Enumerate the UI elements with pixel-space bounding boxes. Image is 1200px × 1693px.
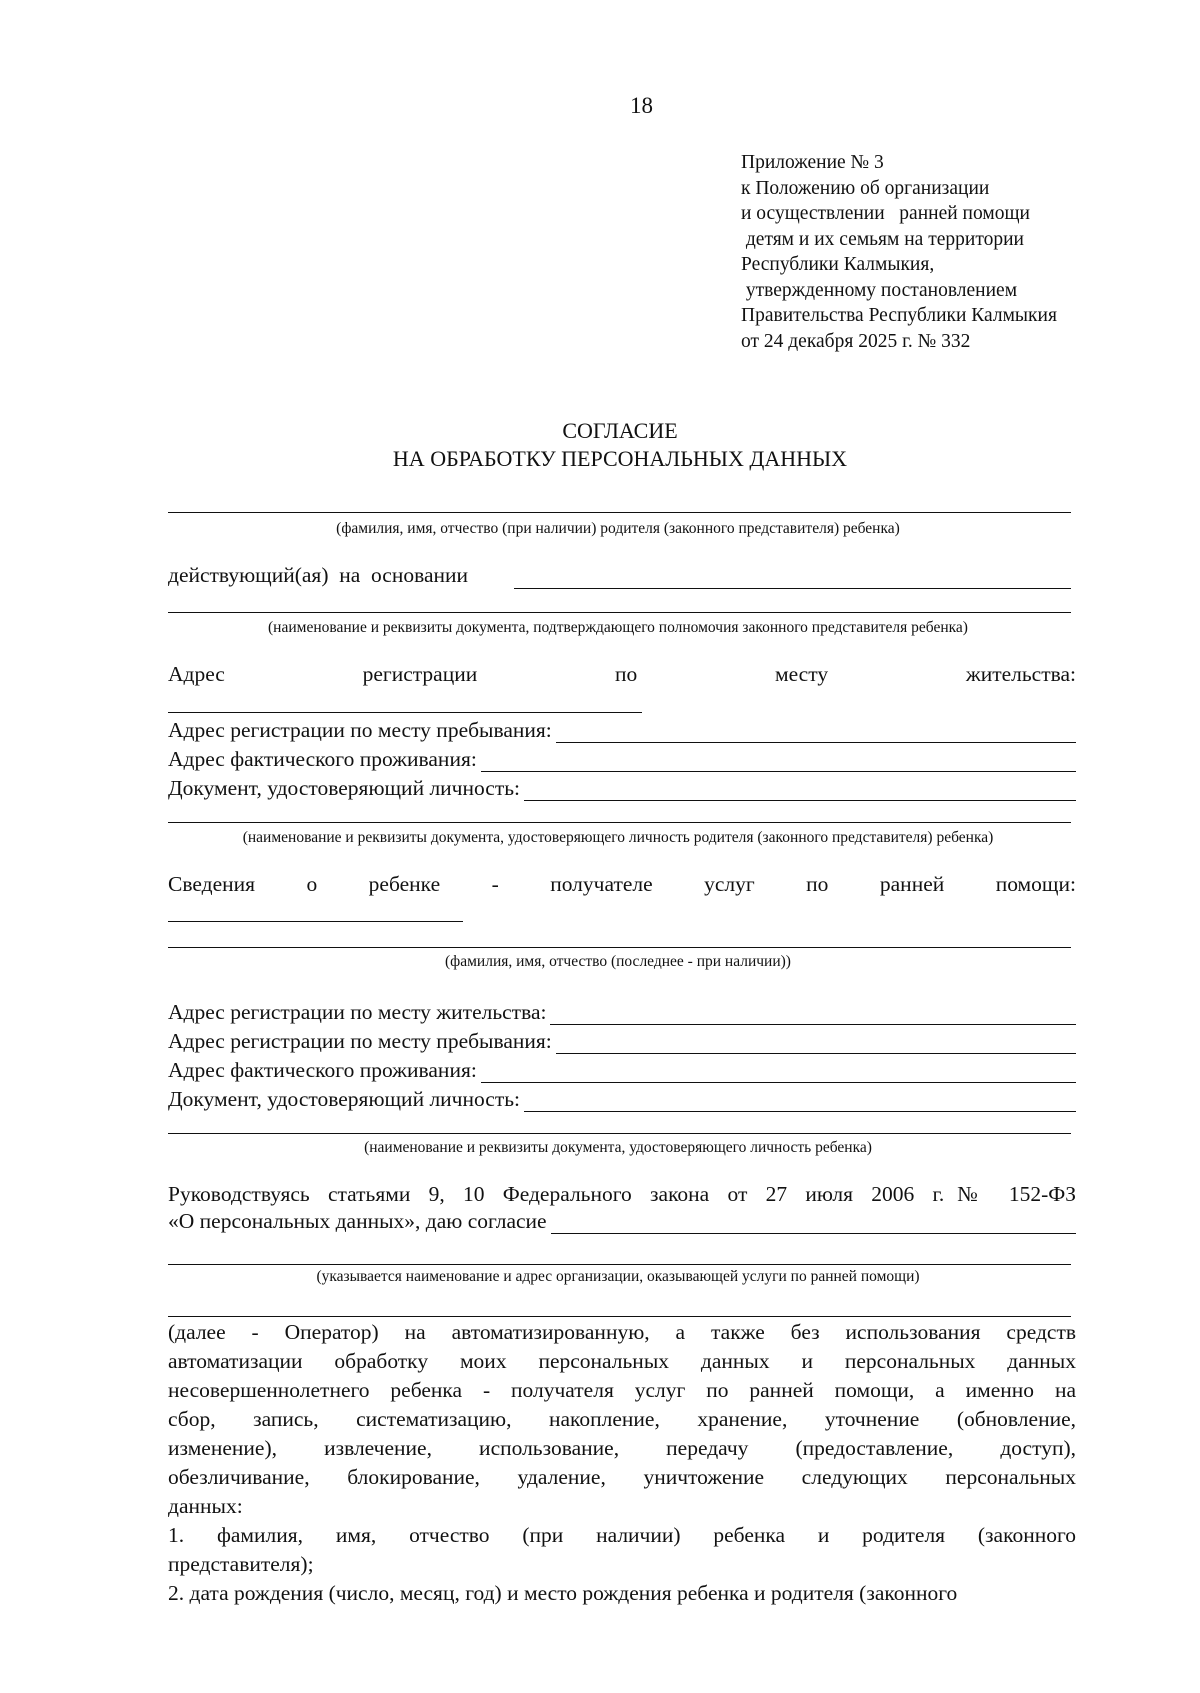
child-actual-label: Адрес фактического проживания:	[168, 1058, 477, 1082]
page-number: 18	[630, 93, 653, 118]
child-info-label: Сведения о ребенке - получателе услуг по ранней помощи:	[168, 872, 1076, 896]
child-info-field[interactable]	[168, 921, 463, 922]
list-item-1: 1. фамилия, имя, отчество (при наличии) ребенка и родителя (законного	[168, 1523, 1076, 1547]
parent-id-details-field[interactable]	[168, 822, 1071, 823]
parent-name-field[interactable]	[168, 512, 1071, 513]
parent-residence-field[interactable]	[168, 712, 642, 713]
list-item-2: 2. дата рождения (число, месяц, год) и место рождения ребенка и родителя (законного	[168, 1581, 958, 1605]
document-subtitle: НА ОБРАБОТКУ ПЕРСОНАЛЬНЫХ ДАННЫХ	[392, 446, 848, 471]
operator-extra-field[interactable]	[168, 1316, 1071, 1317]
operator-caption: (указывается наименование и адрес организации, оказывающей услуги по ранней помощи)	[316, 1268, 920, 1285]
child-stay-field[interactable]	[556, 1035, 1076, 1054]
appendix-line: и осуществлении ранней помощи	[741, 203, 1030, 224]
consent-label: «О персональных данных», даю согласие	[168, 1209, 547, 1233]
authority-document-field[interactable]	[168, 612, 1071, 613]
child-name-field[interactable]	[168, 947, 1071, 948]
parent-stay-field[interactable]	[556, 724, 1076, 743]
child-id-caption: (наименование и реквизиты документа, удостоверяющего личность ребенка)	[364, 1139, 872, 1156]
body-line: обезличивание, блокирование, удаление, уничтожение следующих персональных	[168, 1465, 1076, 1489]
parent-id-caption: (наименование и реквизиты документа, удостоверяющего личность родителя (законного представителя) ребенка)	[242, 829, 994, 846]
child-id-details-field[interactable]	[168, 1133, 1071, 1134]
operator-field[interactable]	[551, 1215, 1076, 1234]
child-id-field[interactable]	[524, 1093, 1076, 1112]
child-residence-field[interactable]	[550, 1006, 1076, 1025]
child-stay-label: Адрес регистрации по месту пребывания:	[168, 1029, 552, 1053]
appendix-line: от 24 декабря 2025 г. № 332	[741, 330, 971, 352]
body-line: сбор, запись, систематизацию, накопление, хранение, уточнение (обновление,	[168, 1407, 1076, 1431]
body-line: несовершеннолетнего ребенка - получателя услуг по ранней помощи, а именно на	[168, 1378, 1076, 1402]
child-name-caption: (фамилия, имя, отчество (последнее - при наличии))	[445, 953, 791, 970]
parent-id-field[interactable]	[524, 782, 1076, 801]
acting-basis-field[interactable]	[514, 588, 1071, 589]
document-title: СОГЛАСИЕ	[562, 418, 678, 443]
child-actual-field[interactable]	[481, 1064, 1076, 1083]
consent-line: Руководствуясь статьями 9, 10 Федерального закона от 27 июля 2006 г.№ 152-ФЗ	[168, 1182, 1076, 1206]
appendix-line: Правительства Республики Калмыкия	[741, 305, 1057, 326]
appendix-header	[741, 150, 1057, 354]
appendix-line: Республики Калмыкия,	[741, 254, 935, 275]
consent-body	[168, 1318, 1076, 1608]
appendix-line: детям и их семьям на территории	[741, 228, 1024, 250]
list-item-1-cont: представителя);	[168, 1552, 314, 1576]
acting-basis-label: действующий(ая) на основании	[168, 563, 469, 587]
authority-document-caption: (наименование и реквизиты документа, подтверждающего полномочия законного представителя ребенка)	[268, 619, 968, 636]
parent-name-caption: (фамилия, имя, отчество (при наличии) родителя (законного представителя) ребенка)	[336, 520, 900, 537]
body-line: изменение), извлечение, использование, передачу (предоставление, доступ),	[168, 1436, 1076, 1460]
body-line: автоматизации обработку моих персональных данных и персональных данных	[168, 1349, 1076, 1373]
child-id-label: Документ, удостоверяющий личность:	[168, 1087, 520, 1111]
appendix-line: к Положению об организации	[741, 177, 990, 199]
child-residence-label: Адрес регистрации по месту жительства:	[168, 1000, 547, 1024]
operator-address-field[interactable]	[168, 1264, 1071, 1265]
consent-intro	[168, 1180, 1076, 1209]
parent-id-label: Документ, удостоверяющий личность:	[168, 776, 520, 800]
body-line: данных:	[168, 1494, 243, 1518]
parent-stay-label: Адрес регистрации по месту пребывания:	[168, 718, 552, 742]
appendix-line: утвержденному постановлением	[741, 279, 1018, 301]
appendix-line: Приложение № 3	[741, 152, 884, 173]
body-line: (далее - Оператор) на автоматизированную, а также без использования средств	[168, 1320, 1076, 1344]
parent-residence-label: Адрес регистрации по месту жительства:	[168, 662, 1076, 686]
parent-actual-label: Адрес фактического проживания:	[168, 747, 477, 771]
parent-actual-field[interactable]	[481, 753, 1076, 772]
